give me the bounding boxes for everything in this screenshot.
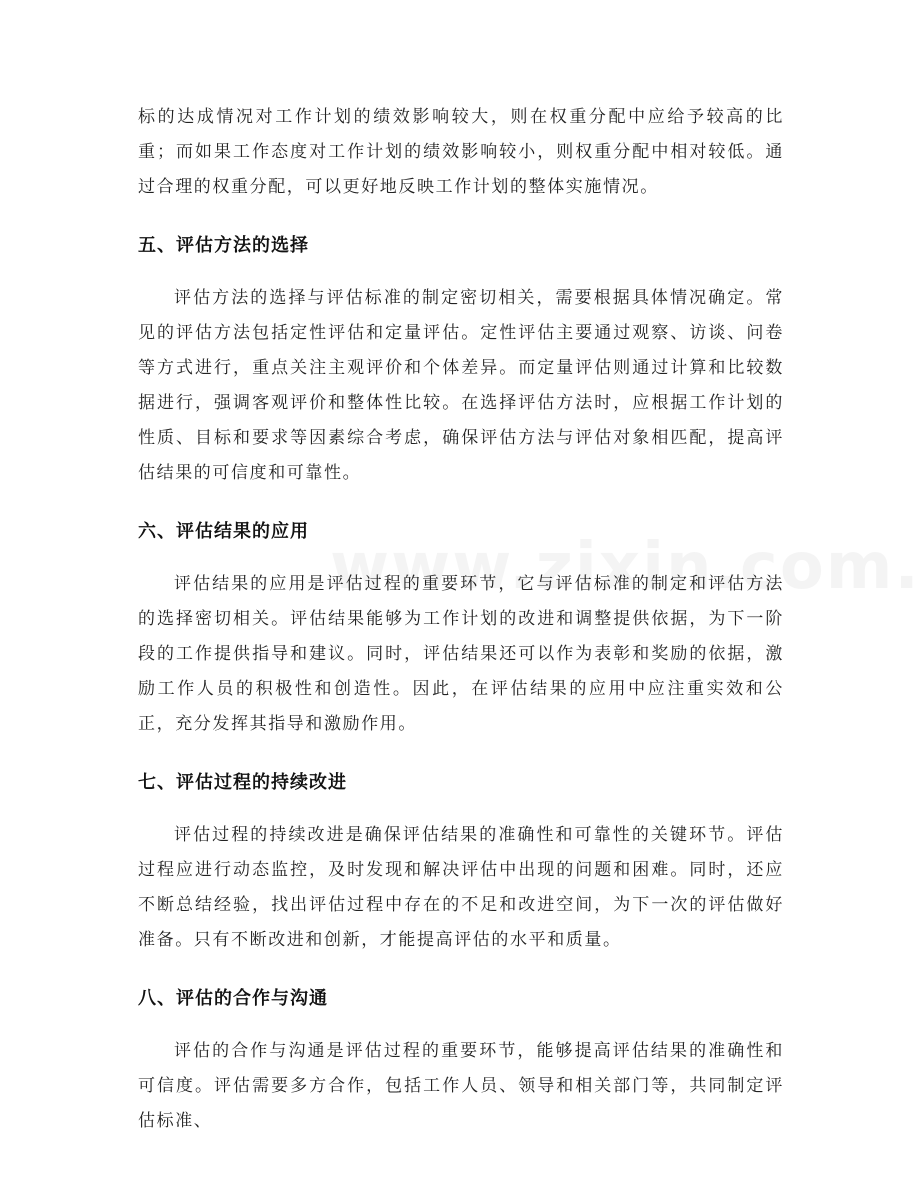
section-body-7: 评估过程的持续改进是确保评估结果的准确性和可靠性的关键环节。评估过程应进行动态监控，及时发现和解决评估中出现的问题和困难。同时，还应不断总结经验，找出评估过程中存在的不足和改进空间，为下一次的评估做好准备。只有不断改进和创新，才能提高评估的水平和质量。 <box>138 825 784 950</box>
section-heading-7: 七、评估过程的持续改进 <box>138 772 347 793</box>
section-body-8: 评估的合作与沟通是评估过程的重要环节，能够提高评估结果的准确性和可信度。评估需要多方合作，包括工作人员、领导和相关部门等，共同制定评估标准、 <box>138 1041 784 1131</box>
section-body-6: 评估结果的应用是评估过程的重要环节，它与评估标准的制定和评估方法的选择密切相关。评估结果能够为工作计划的改进和调整提供依据，为下一阶段的工作提供指导和建议。同时，评估结果还可以作为表彰和奖励的依据，激励工作人员的积极性和创造性。因此，在评估结果的应用中应注重实效和公正，充分发挥其指导和激励作用。 <box>138 574 784 734</box>
section-body-5: 评估方法的选择与评估标准的制定密切相关，需要根据具体情况确定。常见的评估方法包括定性评估和定量评估。定性评估主要通过观察、访谈、问卷等方式进行，重点关注主观评价和个体差异。而定量评估则通过计算和比较数据进行，强调客观评价和整体性比较。在选择评估方法时，应根据工作计划的性质、目标和要求等因素综合考虑，确保评估方法与评估对象相匹配，提高评估结果的可信度和可靠性。 <box>138 288 784 483</box>
section-heading-5: 五、评估方法的选择 <box>138 235 309 256</box>
section-heading-8: 八、评估的合作与沟通 <box>138 988 328 1009</box>
intro-paragraph: 标的达成情况对工作计划的绩效影响较大，则在权重分配中应给予较高的比重；而如果工作态度对工作计划的绩效影响较小，则权重分配中相对较低。通过合理的权重分配，可以更好地反映工作计划的整体实施情况。 <box>138 107 784 197</box>
document-page <box>138 100 784 1139</box>
section-heading-6: 六、评估结果的应用 <box>138 521 309 542</box>
